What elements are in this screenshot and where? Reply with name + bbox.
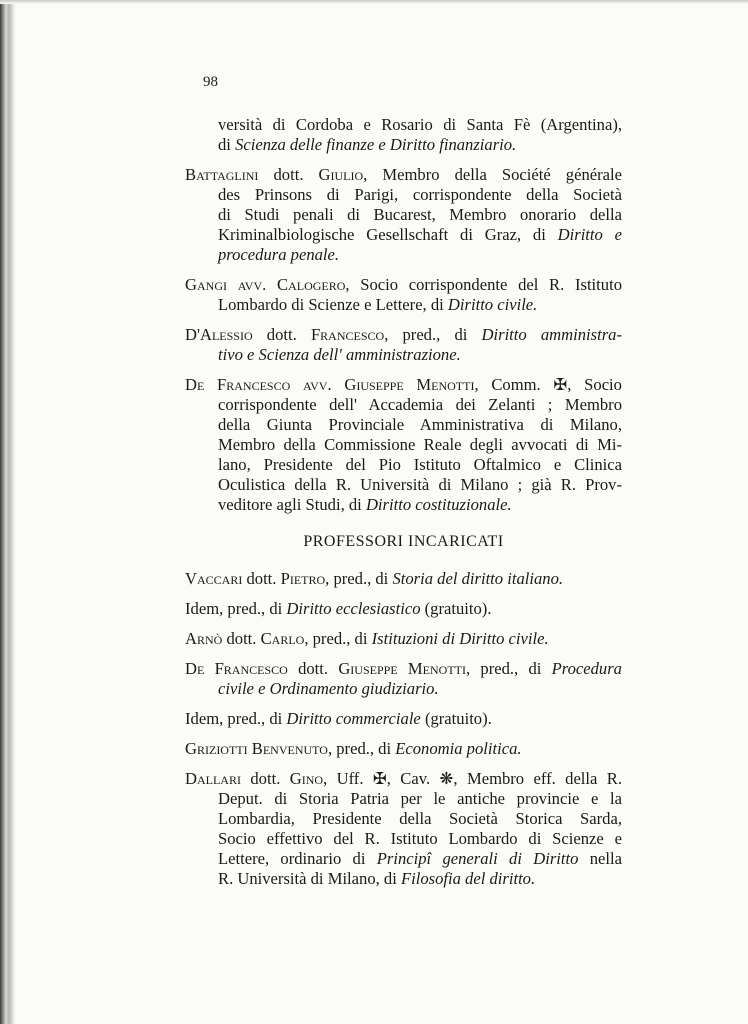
text-run: Oculistica della R. Università di Milano ; già R. Prov- [218,475,622,494]
faculty-entry [185,599,622,619]
text-run: dott. [242,569,281,588]
text-run: dott. [240,769,290,788]
text-run: dott. [258,165,319,184]
text-line [185,135,622,155]
text-run: Lombardo di Scienze e Lettere, di [218,295,448,314]
subject-title: Diritto costituzionale. [365,495,512,514]
subject-title: Diritto e [557,225,622,244]
faculty-entry [185,325,622,365]
text-line [185,659,622,679]
text-run: Idem, pred., di [185,599,287,618]
text-run: , pred., di [325,569,393,588]
faculty-entry [185,659,622,699]
person-name: Calogero [277,275,346,294]
subject-title: Diritto ecclesiastico [286,599,421,618]
text-run: dott. [287,659,339,678]
text-line [185,165,622,185]
faculty-entry [185,569,622,589]
text-run: , pred., di [327,739,396,758]
faculty-entry [185,709,622,729]
text-run: , Membro della Société générale [363,165,622,184]
subject-title: Storia del diritto italiano. [392,569,564,588]
text-line [185,769,622,789]
text-line [185,245,622,265]
faculty-list-incaricati [185,569,622,889]
text-line [185,599,622,619]
text-line [185,345,622,365]
text-run: , pred., di [304,629,372,648]
page-body [185,115,622,899]
scan-top-edge [0,0,748,4]
person-name: Vaccari [185,569,243,588]
person-name: Carlo [260,629,305,648]
text-run: lano, Presidente del Pio Istituto Oftalmico e Clinica [218,455,622,474]
text-line [185,295,622,315]
person-name: Gino [289,769,324,788]
text-line [185,115,622,135]
text-run: , Uff. ✠, Cav. ❋, Membro eff. della R. [323,769,622,788]
text-run: , pred., di [466,659,552,678]
faculty-entry [185,275,622,315]
text-line [185,455,622,475]
person-name: Griziotti Benvenuto [185,739,328,758]
text-line [185,375,622,395]
faculty-entry [185,769,622,889]
text-run: (gratuito). [420,599,492,618]
text-line [185,849,622,869]
text-line [185,679,622,699]
subject-title: Scienza delle finanze e Diritto finanziario. [235,135,517,154]
text-run: Membro della Commissione Reale degli avvocati di Mi- [218,435,622,454]
text-run: corrispondente dell' Accademia dei Zelanti ; Membro [218,395,622,414]
text-line [185,869,622,889]
subject-title: procedura penale. [218,245,340,264]
person-name: avv. [290,375,345,394]
text-line [185,829,622,849]
text-line [185,185,622,205]
faculty-entry [185,375,622,515]
subject-title: civile e Ordinamento giudiziario. [218,679,439,698]
scan-binding-edge [0,0,16,1024]
text-run: Socio effettivo del R. Istituto Lombardo di Scienze e [218,829,622,848]
text-line [185,495,622,515]
text-run: Kriminalbiologische Gesellschaft di Graz, di [218,225,558,244]
text-run: Lombardia, Presidente della Società Storica Sarda, [218,809,622,828]
text-line [185,205,622,225]
subject-title: Diritto civile. [447,295,538,314]
person-name: Gangi [185,275,227,294]
text-run: R. Università di Milano, di [218,869,401,888]
subject-title: Diritto commerciale [286,709,421,728]
person-name: De Francesco [185,375,291,394]
page-number: 98 [203,74,218,90]
text-line [185,325,622,345]
faculty-entry [185,739,622,759]
text-run: , Comm. ✠, Socio [474,375,622,394]
subject-title: Istituzioni di Diritto civile. [371,629,549,648]
text-line [185,569,622,589]
subject-title: Economia politica. [395,739,522,758]
text-line [185,789,622,809]
text-line [185,475,622,495]
person-name: Battaglini [185,165,259,184]
person-name: avv. [226,275,277,294]
person-name: Giulio [318,165,364,184]
person-name: Giuseppe Menotti [338,659,466,678]
faculty-list-ordinari [185,115,622,515]
person-name: Arnò [185,629,223,648]
text-line [185,629,622,649]
faculty-entry [185,165,622,265]
text-line [185,395,622,415]
text-run: versità di Cordoba e Rosario di Santa Fè (Argentina), [218,115,622,134]
person-name: De Francesco [185,659,288,678]
text-run: di Studi penali di Bucarest, Membro onorario della [218,205,622,224]
person-name: Pietro [280,569,326,588]
text-run: di [218,135,236,154]
text-line [185,709,622,729]
subject-title: Principî generali di Diritto [376,849,579,868]
subject-title: tivo e Scienza dell' amministrazione. [218,345,461,364]
text-run: nella [578,849,622,868]
faculty-entry [185,115,622,155]
section-heading: PROFESSORI INCARICATI [303,533,504,550]
text-line [185,415,622,435]
text-run: dott. [222,629,261,648]
text-line [185,435,622,455]
subject-title: Filosofia del diritto. [400,869,536,888]
text-run: , Socio corrispondente del R. Istituto [345,275,622,294]
text-run: des Prinsons di Parigi, corrispondente della Società [218,185,622,204]
text-line [185,809,622,829]
person-name: Dallari [185,769,241,788]
text-line [185,275,622,295]
text-run: veditore agli Studi, di [218,495,366,514]
person-name: D'Alessio [185,325,253,344]
faculty-entry [185,629,622,649]
text-run: (gratuito). [420,709,492,728]
text-run: Deput. di Storia Patria per le antiche provincie e la [218,789,622,808]
text-run: della Giunta Provinciale Amministrativa di Milano, [218,415,622,434]
text-run: Lettere, ordinario di [218,849,377,868]
subject-title: Diritto amministra- [481,325,622,344]
text-run: dott. [252,325,311,344]
text-run: Idem, pred., di [185,709,287,728]
text-line [185,739,622,759]
text-run: , pred., di [384,325,482,344]
person-name: Francesco [310,325,385,344]
person-name: Giuseppe Menotti [344,375,475,394]
subject-title: Procedura [551,659,622,678]
text-line [185,225,622,245]
